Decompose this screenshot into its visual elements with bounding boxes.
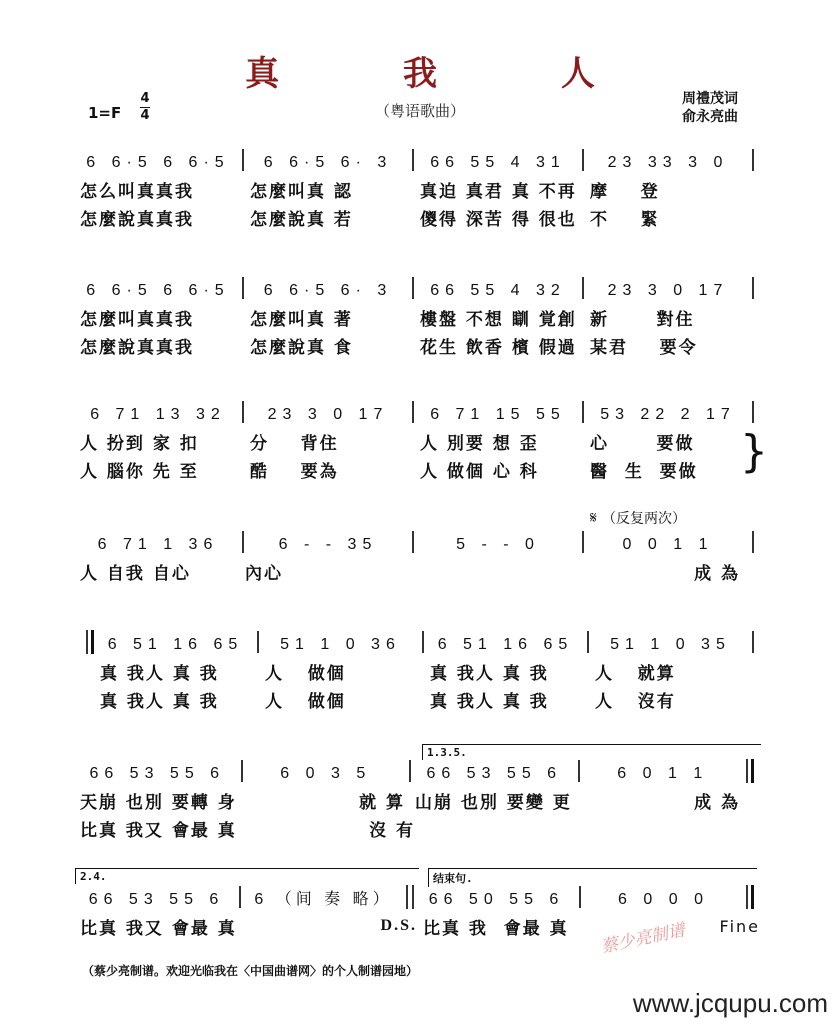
- system-3: [80, 397, 768, 483]
- lyric: 心 要做: [590, 433, 695, 454]
- lyric: 儍得 深苦 得 很也: [420, 209, 577, 230]
- measure: 66 55 4 32: [430, 282, 566, 299]
- lyric: 怎麼說真真我: [80, 209, 194, 230]
- barline: [582, 531, 584, 553]
- repeat-note: （反复两次）: [601, 511, 686, 527]
- lyric: 山崩 也別 要變 更: [415, 792, 572, 813]
- double-barline: [406, 885, 414, 909]
- measure: 6 0 0 0: [618, 891, 709, 908]
- ds-marker: D.S.: [380, 917, 417, 934]
- barline: [412, 531, 414, 553]
- volta-2-4: 2.4.: [75, 868, 419, 884]
- measure: 6 71 13 32: [90, 406, 226, 423]
- lyric: 真 我人 真 我: [430, 691, 549, 712]
- barline: [752, 401, 754, 423]
- lyric: 真 我人 真 我: [430, 663, 549, 684]
- lyric: 人 自我 自心: [80, 563, 191, 584]
- segno-icon: 𝄋: [590, 508, 597, 527]
- lyric: 人 沒有: [595, 691, 676, 712]
- measure: 6 0 3 5: [280, 765, 372, 782]
- system-4: [80, 527, 760, 585]
- lyric: 天崩 也別 要轉 身: [80, 792, 237, 813]
- barline: [412, 149, 414, 171]
- barline: [409, 760, 411, 782]
- measure: 6 71 15 55: [430, 406, 566, 423]
- measure: 6 51 16 65: [107, 636, 244, 653]
- measure: 6 71 1 36: [97, 536, 219, 553]
- measure: 6 - - 35: [278, 536, 378, 553]
- lyric: 怎麼叫真真我: [80, 309, 194, 330]
- barline: [412, 277, 414, 299]
- barline: [582, 401, 584, 423]
- barline: [752, 531, 754, 553]
- song-subtitle: （粤语歌曲）: [374, 102, 465, 120]
- system-1: [80, 145, 760, 231]
- system-2: [80, 273, 760, 359]
- lyric: 不 緊: [590, 209, 660, 230]
- measure: 6 （间 奏 略）: [254, 891, 393, 908]
- barline: [579, 886, 581, 908]
- lyric: 某君 要令: [590, 337, 698, 358]
- barline: [241, 760, 243, 782]
- lyric: 比真 我又 會最 真: [80, 918, 237, 939]
- measure: 6 6·5 6· 3: [263, 282, 393, 299]
- lyric: 比真 我又 會最 真: [80, 820, 237, 841]
- final-barline: [746, 885, 754, 909]
- time-signature: 4 4: [140, 91, 150, 123]
- watermark: 蔡少亮制谱: [599, 920, 687, 958]
- lyric: 摩 登: [590, 181, 660, 202]
- lyric: 人 就算: [595, 663, 676, 684]
- site-watermark: www.jcqupu.com: [632, 988, 828, 1018]
- lyric: 怎么叫真真我: [80, 181, 194, 202]
- brace-icon: }: [740, 426, 768, 477]
- lyric: 怎麼說真 食: [250, 337, 353, 358]
- lyric: 樓盤 不想 瞓 覚創: [420, 309, 577, 330]
- measure: 53 22 2 17: [600, 406, 736, 423]
- measure: 23 3 0 17: [607, 282, 729, 299]
- barline: [587, 631, 589, 653]
- lyric: 成 為: [694, 792, 740, 813]
- fine-marker: Fine: [719, 916, 760, 936]
- repeat-end-barline: [746, 759, 754, 783]
- footer-note: （蔡少亮制谱。欢迎光临我在〈中国曲谱网〉的个人制谱园地）: [82, 964, 419, 978]
- lyricist: 周禮茂词: [682, 91, 738, 107]
- lyric: 就 算: [359, 792, 405, 813]
- measure: 6 6·5 6· 3: [263, 154, 393, 171]
- measure: 66 50 55 6: [428, 891, 565, 908]
- system-5: [80, 627, 760, 713]
- lyric: 比真 我 會最 真: [423, 918, 569, 939]
- lyric: 怎麼叫真 著: [250, 309, 353, 330]
- lyric: 真迫 真君 真 不再: [420, 181, 577, 202]
- lyric: 人 做個: [265, 663, 346, 684]
- lyric: 真 我人 真 我: [100, 663, 219, 684]
- measure: 5 - - 0: [456, 536, 540, 553]
- song-title: 真 我 人: [245, 54, 651, 94]
- barline: [752, 149, 754, 171]
- measure: 66 53 55 6: [426, 765, 563, 782]
- repeat-start-barline: [86, 630, 94, 654]
- key-signature: 1=F: [88, 104, 122, 122]
- measure: 51 1 0 36: [280, 636, 401, 653]
- barline: [422, 631, 424, 653]
- lyric: 分 背住: [250, 433, 339, 454]
- credits: [682, 90, 738, 126]
- lyric: 人 腦你 先 至: [80, 461, 199, 482]
- lyric: 人 別要 想 歪: [420, 433, 539, 454]
- barline: [242, 277, 244, 299]
- volta-1-3-5: 1.3.5.: [422, 744, 761, 760]
- barline: [242, 531, 244, 553]
- measure: 23 33 3 0: [607, 154, 729, 171]
- barline: [582, 149, 584, 171]
- lyric: 人 做個 心 科: [420, 461, 539, 482]
- composer: 俞永亮曲: [682, 109, 738, 125]
- lyric: 怎麼說真 若: [250, 209, 353, 230]
- lyric: 醫 生 要做: [590, 461, 698, 482]
- barline: [752, 631, 754, 653]
- lyric: 人 扮到 家 扣: [80, 433, 199, 454]
- volta-ending: 结束句.: [428, 868, 757, 887]
- lyric: 沒 有: [369, 820, 415, 841]
- barline: [257, 631, 259, 653]
- barline: [242, 149, 244, 171]
- barline: [412, 401, 414, 423]
- measure: 0 0 1 1: [622, 536, 714, 553]
- lyric: 花生 飲香 檳 假過: [420, 337, 577, 358]
- segno-marker: [590, 508, 686, 528]
- barline: [578, 760, 580, 782]
- measure: 66 53 55 6: [89, 765, 226, 782]
- barline: [582, 277, 584, 299]
- lyric: 怎麼說真真我: [80, 337, 194, 358]
- lyric: 人 做個: [265, 691, 346, 712]
- measure: 51 1 0 35: [610, 636, 731, 653]
- measure: 66 55 4 31: [430, 154, 566, 171]
- barline: [242, 401, 244, 423]
- lyric: 酷 要為: [250, 461, 339, 482]
- lyric: 成 為: [694, 563, 740, 584]
- measure: 6 6·5 6 6·5: [86, 282, 230, 299]
- measure: 6 6·5 6 6·5: [86, 154, 230, 171]
- barline: [752, 277, 754, 299]
- lyric: 新 對住: [590, 309, 695, 330]
- barline: [239, 886, 241, 908]
- measure: 23 3 0 17: [267, 406, 389, 423]
- measure: 6 51 16 65: [437, 636, 574, 653]
- measure: 6 0 1 1: [617, 765, 709, 782]
- lyric: 真 我人 真 我: [100, 691, 219, 712]
- measure: 66 53 55 6: [88, 891, 225, 908]
- lyric: 內心: [245, 563, 283, 584]
- lyric: 怎麼叫真 認: [250, 181, 353, 202]
- system-6: [80, 756, 760, 842]
